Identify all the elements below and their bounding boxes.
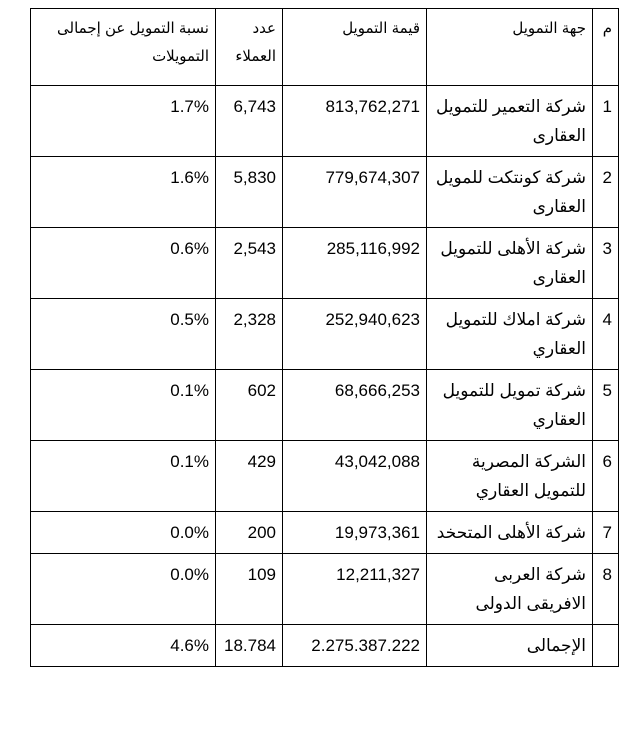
row-value: 813,762,271: [283, 86, 427, 157]
table-row: [31, 157, 619, 228]
total-row: [31, 625, 619, 667]
row-entity: شركة التعمير للتمويل العقارى: [427, 86, 593, 157]
header-value: قيمة التمويل: [283, 9, 427, 86]
row-entity: شركة الأهلى المتحخد: [427, 512, 593, 554]
funding-table: [30, 8, 619, 667]
row-value: 779,674,307: [283, 157, 427, 228]
row-index: 3: [593, 228, 619, 299]
row-share: 0.0%: [31, 512, 216, 554]
row-index: 2: [593, 157, 619, 228]
table-row: [31, 370, 619, 441]
total-share: 4.6%: [31, 625, 216, 667]
table-row: [31, 512, 619, 554]
row-value: 68,666,253: [283, 370, 427, 441]
header-entity: جهة التمويل: [427, 9, 593, 86]
header-share: نسبة التمويل عن إجمالى التمويلات: [31, 9, 216, 86]
total-count: 18.784: [216, 625, 283, 667]
row-value: 19,973,361: [283, 512, 427, 554]
row-index: 6: [593, 441, 619, 512]
row-share: 0.5%: [31, 299, 216, 370]
table-row: [31, 554, 619, 625]
row-entity: شركة تمويل للتمويل العقاري: [427, 370, 593, 441]
row-entity: شركة كونتكت للمويل العقارى: [427, 157, 593, 228]
row-count: 6,743: [216, 86, 283, 157]
row-count: 5,830: [216, 157, 283, 228]
row-entity: شركة الأهلى للتمويل العقارى: [427, 228, 593, 299]
table-row: [31, 299, 619, 370]
row-value: 285,116,992: [283, 228, 427, 299]
row-count: 200: [216, 512, 283, 554]
row-count: 2,328: [216, 299, 283, 370]
row-value: 43,042,088: [283, 441, 427, 512]
header-count: عدد العملاء: [216, 9, 283, 86]
total-value: 2.275.387.222: [283, 625, 427, 667]
row-count: 602: [216, 370, 283, 441]
table-row: [31, 441, 619, 512]
table-row: [31, 86, 619, 157]
row-index: 5: [593, 370, 619, 441]
row-share: 1.6%: [31, 157, 216, 228]
row-entity: شركة العربى الافريقى الدولى: [427, 554, 593, 625]
row-index: 8: [593, 554, 619, 625]
row-share: 0.1%: [31, 441, 216, 512]
header-row: [31, 9, 619, 86]
row-entity: شركة املاك للتمويل العقاري: [427, 299, 593, 370]
row-index: 7: [593, 512, 619, 554]
row-index: 4: [593, 299, 619, 370]
total-label: الإجمالى: [427, 625, 593, 667]
table-row: [31, 228, 619, 299]
header-index: م: [593, 9, 619, 86]
row-index: 1: [593, 86, 619, 157]
row-count: 429: [216, 441, 283, 512]
row-value: 12,211,327: [283, 554, 427, 625]
row-count: 2,543: [216, 228, 283, 299]
row-share: 0.6%: [31, 228, 216, 299]
row-share: 0.0%: [31, 554, 216, 625]
row-share: 1.7%: [31, 86, 216, 157]
row-entity: الشركة المصرية للتمويل العقاري: [427, 441, 593, 512]
row-count: 109: [216, 554, 283, 625]
total-index: [593, 625, 619, 667]
row-value: 252,940,623: [283, 299, 427, 370]
row-share: 0.1%: [31, 370, 216, 441]
